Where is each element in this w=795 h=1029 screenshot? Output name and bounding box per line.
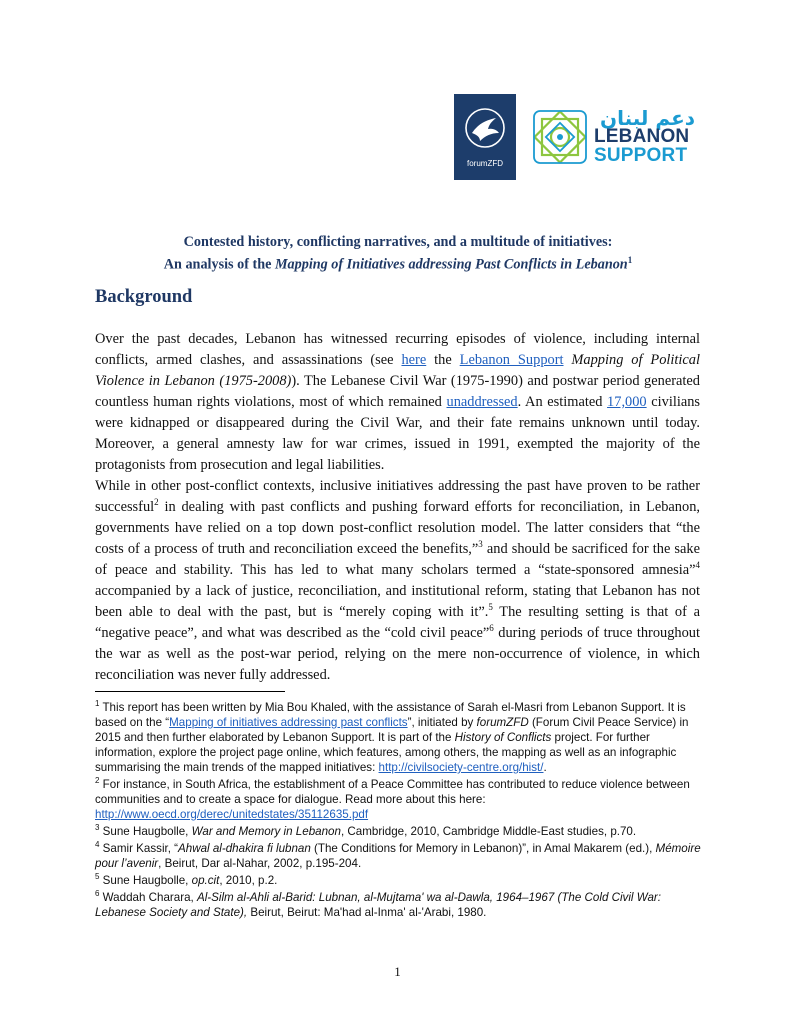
paragraph-2: While in other post-conflict contexts, inclusive initiatives addressing the past have proven to be rather successful$^2$ in dealing with past conflicts and pushing forward efforts for reconciliation, in Lebanon, governments have relied on a top down post-conflict resolution model. The latter considers that “the costs of a process of truth and reconciliation exceed the benefits,”$^3$ and should be sacrificed for the sake of peace and stability. This has led to what many scholars termed a “state-sponsored amnesia”$^4$ accompanied by a lack of justice, reconciliation, and institutional reform, stating that Lebanon has not been able to deal with the past, but is “merely coping with it”.$^5$ The resulting setting is that of a “negative peace”, and what was described as the “cold civil peace”$^6$ during periods of truce throughout the war as well as the post-war period, relying on the mere non-occurrence of violence, in which reconciliation was never fully addressed. [95,478,700,683]
footnote-6: $^6$ Waddah Charara, Al-Silm al-Ahli al-Barid: Lubnan, al-Mujtama' wa al-Dawla, 1964–1967 (The Cold Civil War: Lebanese Society and State), Beirut, Beirut: Ma'had al-Inma' al-'Arabi, 1980. [95,889,661,919]
footnote-2-url-link[interactable]: http://www.oecd.org/derec/unitedstates/35112635.pdf [95,808,369,821]
title-line-1: Contested history, conflicting narratives, and a multitude of initiatives: [183,234,613,250]
logo-bar [454,94,695,180]
footnote-ref-4[interactable]: 4 [695,560,700,571]
footnote-1: $^1$ This report has been written by Mia Bou Khaled, with the assistance of Sarah el-Masri from Lebanon Support. It is based on the “Mapping of initiatives addressing past conflicts”, initiated by forumZFD (Forum Civil Peace Service) in 2015 and then further elaborated by Lebanon Support. It is part of the History of Conflicts project. For further information, explore the project page online, which features, among others, the mapping as well as an infographic summarising the main trends of the mapped initiatives: http://civilsociety-centre.org/hist/. [95,699,689,774]
link-here[interactable]: here [401,352,427,368]
footnote-ref-5[interactable]: 5 [488,602,493,613]
document-title [96,233,700,274]
footnote-ref-3[interactable]: 3 [478,539,483,550]
footnote-1-mapping-link[interactable]: Mapping of initiatives addressing past conflicts [169,716,408,729]
footnote-ref-6[interactable]: 6 [489,623,494,634]
footnote-divider [95,691,285,692]
forumzfd-label: forumZFD [467,159,503,168]
page-number: 1 [394,964,401,979]
dove-icon [460,106,510,150]
link-17000[interactable]: 17,000 [607,394,647,410]
paragraph-1: Over the past decades, Lebanon has witnessed recurring episodes of violence, including internal conflicts, armed clashes, and assassinations (see here the Lebanon Support Mapping of Political Violence in Lebanon (1975-2008)). The Lebanese Civil War (1975-1990) and postwar period generated countless human rights violations, most of which remained unaddressed. An estimated 17,000 civilians were kidnapped or disappeared during the Civil War, and their fate remains unknown until today. Moreover, a general amnesty law for war crimes, issued in 1991, exempted the majority of the protagonists from prosecution and legal liabilities. [95,331,701,473]
footnote-ref-2[interactable]: 2 [154,497,159,508]
footnotes [95,700,701,922]
lebanon-support-wordmark [594,106,695,166]
footnote-1-url-link[interactable]: http://civilsociety-centre.org/hist/ [378,761,544,774]
lebanon-support-line1: LEBANON [594,126,690,147]
footnote-5: $^5$ Sune Haugbolle, op.cit, 2010, p.2. [95,872,278,887]
title-mapping-name: Mapping of Initiatives addressing Past Conflicts in Lebanon [274,256,628,273]
footnote-3: $^3$ Sune Haugbolle, War and Memory in Lebanon, Cambridge, 2010, Cambridge Middle-East studies, p.70. [95,823,637,838]
link-unaddressed[interactable]: unaddressed [446,394,518,410]
footnote-2: $^2$ For instance, in South Africa, the establishment of a Peace Committee has contributed to reduce violence between communities and to create a space for dialogue. Read more about this here: http://www.oecd.org/derec/unitedstates/35112635.pdf [95,776,690,821]
footnote-4: $^4$ Samir Kassir, “Ahwal al-dhakira fi lubnan (The Conditions for Memory in Lebanon)”, in Amal Makarem (ed.), Mémoire pour l’avenir, Beirut, Dar al-Nahar, 2002, p.195-204. [95,840,701,870]
lebanon-support-emblem-icon [530,104,590,170]
forumzfd-logo [454,94,516,180]
section-heading-background: Background [95,287,193,307]
lebanon-support-arabic: دعم لبنان [600,106,695,130]
body-text [95,329,700,686]
lebanon-support-line2: SUPPORT [594,145,688,166]
footnote-ref-1[interactable]: 1 [627,255,633,265]
link-lebanon-support[interactable]: Lebanon Support [459,352,564,368]
title-line-2: An analysis of the Mapping of Initiatives addressing Past Conflicts in Lebanon$^1$ [163,255,633,273]
